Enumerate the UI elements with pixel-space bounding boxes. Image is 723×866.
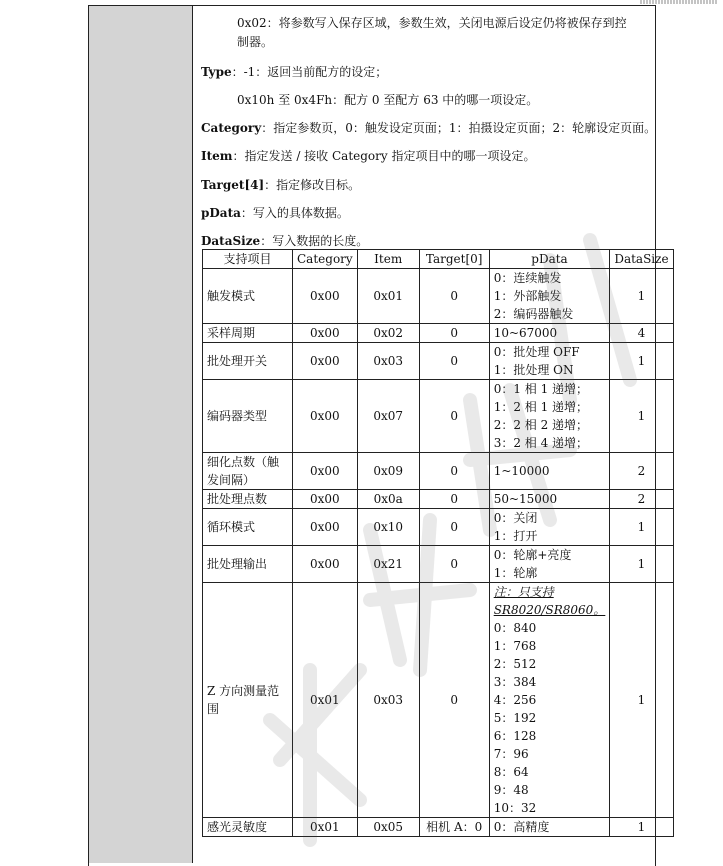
cell-category: 0x01 — [293, 583, 358, 818]
cell-category: 0x00 — [293, 380, 358, 453]
pdata-value: 0：批处理 OFF — [493, 345, 580, 359]
cell-item-name: 细化点数（触发间隔） — [203, 453, 293, 490]
cell-category: 0x01 — [293, 818, 358, 837]
cell-category: 0x00 — [293, 453, 358, 490]
pdata-value: 3：2 相 4 递增； — [493, 436, 589, 450]
pdata-value: 50~15000 — [493, 492, 558, 506]
cell-pdata — [489, 583, 610, 818]
cell-target: 0 — [419, 509, 489, 546]
pdata-note: 注：只支持 — [493, 585, 554, 599]
pdata-value: 6：128 — [493, 729, 537, 743]
cell-target: 0 — [419, 324, 489, 343]
cell-target: 0 — [419, 380, 489, 453]
cell-pdata — [489, 546, 610, 583]
type-text: ：-1：返回当前配方的设定； — [231, 65, 388, 79]
header-item-code: Item — [357, 250, 419, 269]
cell-datasize: 1 — [610, 343, 673, 380]
cell-target: 0 — [419, 583, 489, 818]
cell-category: 0x00 — [293, 269, 358, 324]
cell-item-name: 批处理输出 — [203, 546, 293, 583]
cell-item-name: 批处理开关 — [203, 343, 293, 380]
cell-datasize: 1 — [610, 269, 673, 324]
cell-datasize: 1 — [610, 509, 673, 546]
pdata-value: 1：外部触发 — [493, 289, 562, 303]
table-row — [203, 269, 674, 324]
item-param — [201, 147, 535, 166]
desc-line-2: 制器。 — [237, 35, 274, 49]
pdata-value: 0：高精度 — [493, 820, 550, 834]
cell-item-code: 0x05 — [357, 818, 419, 837]
pdata-value: 2：512 — [493, 657, 537, 671]
table-row — [203, 818, 674, 837]
cell-pdata — [489, 509, 610, 546]
pdata-value: 7：96 — [493, 747, 529, 761]
pdata-value: 0：轮廓+亮度 — [493, 548, 572, 562]
cell-datasize: 1 — [610, 583, 673, 818]
table-row — [203, 583, 674, 818]
datasize-label: DataSize — [201, 234, 261, 248]
cell-pdata — [489, 269, 610, 324]
cell-item-name: 循环模式 — [203, 509, 293, 546]
pdata-value: 1：2 相 1 递增； — [493, 400, 589, 414]
header-category: Category — [293, 250, 358, 269]
cell-target: 0 — [419, 490, 489, 509]
table-row — [203, 343, 674, 380]
pdata-value: 10~67000 — [493, 326, 558, 340]
cell-target: 0 — [419, 546, 489, 583]
cell-item-code: 0x0a — [357, 490, 419, 509]
pdata-value: 8：64 — [493, 765, 529, 779]
cell-item-code: 0x21 — [357, 546, 419, 583]
table-row — [203, 546, 674, 583]
pdata-value: 1：批处理 ON — [493, 363, 574, 377]
pdata-value: 2：2 相 2 递增； — [493, 418, 589, 432]
pdata-text: ：写入的具体数据。 — [240, 206, 349, 220]
target-text: ：指定修改目标。 — [264, 178, 361, 192]
cell-pdata — [489, 380, 610, 453]
cell-category: 0x00 — [293, 509, 358, 546]
type-range: 0x10h 至 0x4Fh：配方 0 至配方 63 中的哪一项设定。 — [237, 93, 539, 107]
cell-item-code: 0x01 — [357, 269, 419, 324]
datasize-text: ：写入数据的长度。 — [260, 234, 369, 248]
left-margin-column — [89, 6, 193, 863]
target-param — [201, 176, 360, 195]
table-header-row — [203, 250, 674, 269]
header-target: Target[0] — [419, 250, 489, 269]
target-label: Target[4] — [201, 178, 265, 192]
cell-item-code: 0x09 — [357, 453, 419, 490]
cell-item-code: 0x07 — [357, 380, 419, 453]
pdata-label: pData — [201, 206, 241, 220]
header-item: 支持项目 — [203, 250, 293, 269]
cell-item-code: 0x03 — [357, 343, 419, 380]
item-text: ：指定发送 / 接收 Category 指定项目中的哪一项设定。 — [232, 149, 536, 163]
cell-item-code: 0x02 — [357, 324, 419, 343]
cell-category: 0x00 — [293, 324, 358, 343]
pdata-value: 0：1 相 1 递增； — [493, 382, 589, 396]
cell-pdata — [489, 343, 610, 380]
pdata-value: 9：48 — [493, 783, 529, 797]
type-param — [201, 63, 387, 82]
header-pdata: pData — [489, 250, 610, 269]
cell-datasize: 1 — [610, 546, 673, 583]
cell-target: 相机 A：0 — [419, 818, 489, 837]
cell-datasize: 1 — [610, 818, 673, 837]
pdata-value: 1：打开 — [493, 529, 538, 543]
cell-item-code: 0x03 — [357, 583, 419, 818]
cell-target: 0 — [419, 453, 489, 490]
pdata-value: 2：编码器触发 — [493, 307, 574, 321]
category-label: Category — [201, 121, 262, 135]
cell-datasize: 4 — [610, 324, 673, 343]
pdata-value: 0：关闭 — [493, 511, 538, 525]
table-row — [203, 490, 674, 509]
cell-pdata — [489, 324, 610, 343]
cell-item-name: Z 方向测量范围 — [203, 583, 293, 818]
type-label: Type — [201, 65, 232, 79]
pdata-value: 1：轮廓 — [493, 566, 538, 580]
cell-target: 0 — [419, 269, 489, 324]
pdata-value: 5：192 — [493, 711, 537, 725]
pdata-note: SR8020/SR8060。 — [493, 603, 606, 617]
cell-pdata — [489, 453, 610, 490]
category-text: ：指定参数页，0：触发设定页面；1：拍摄设定页面；2：轮廓设定页面。 — [261, 121, 657, 135]
cell-category: 0x00 — [293, 546, 358, 583]
cell-category: 0x00 — [293, 490, 358, 509]
cell-category: 0x00 — [293, 343, 358, 380]
table-row — [203, 509, 674, 546]
cell-item-name: 编码器类型 — [203, 380, 293, 453]
pdata-value: 3：384 — [493, 675, 537, 689]
table-row — [203, 380, 674, 453]
header-rule — [640, 0, 718, 4]
cell-item-name: 触发模式 — [203, 269, 293, 324]
cell-datasize: 2 — [610, 490, 673, 509]
cell-datasize: 2 — [610, 453, 673, 490]
desc-line-1: 0x02：将参数写入保存区域，参数生效，关闭电源后设定仍将被保存到控 — [237, 16, 627, 30]
item-label: Item — [201, 149, 233, 163]
pdata-value: 0：连续触发 — [493, 271, 562, 285]
cell-item-name: 采样周期 — [203, 324, 293, 343]
cell-item-name: 感光灵敏度 — [203, 818, 293, 837]
pdata-value: 10：32 — [493, 801, 537, 815]
cell-item-name: 批处理点数 — [203, 490, 293, 509]
category-param — [201, 119, 656, 138]
cell-pdata — [489, 490, 610, 509]
pdata-value: 0：840 — [493, 621, 537, 635]
cell-target: 0 — [419, 343, 489, 380]
cell-datasize: 1 — [610, 380, 673, 453]
pdata-value: 1：768 — [493, 639, 537, 653]
table-row — [203, 324, 674, 343]
cell-item-code: 0x10 — [357, 509, 419, 546]
table-row — [203, 453, 674, 490]
header-datasize: DataSize — [610, 250, 673, 269]
cell-pdata — [489, 818, 610, 837]
pdata-value: 4：256 — [493, 693, 537, 707]
pdata-param — [201, 204, 349, 223]
pdata-value: 1~10000 — [493, 464, 550, 478]
parameter-table — [202, 249, 674, 837]
